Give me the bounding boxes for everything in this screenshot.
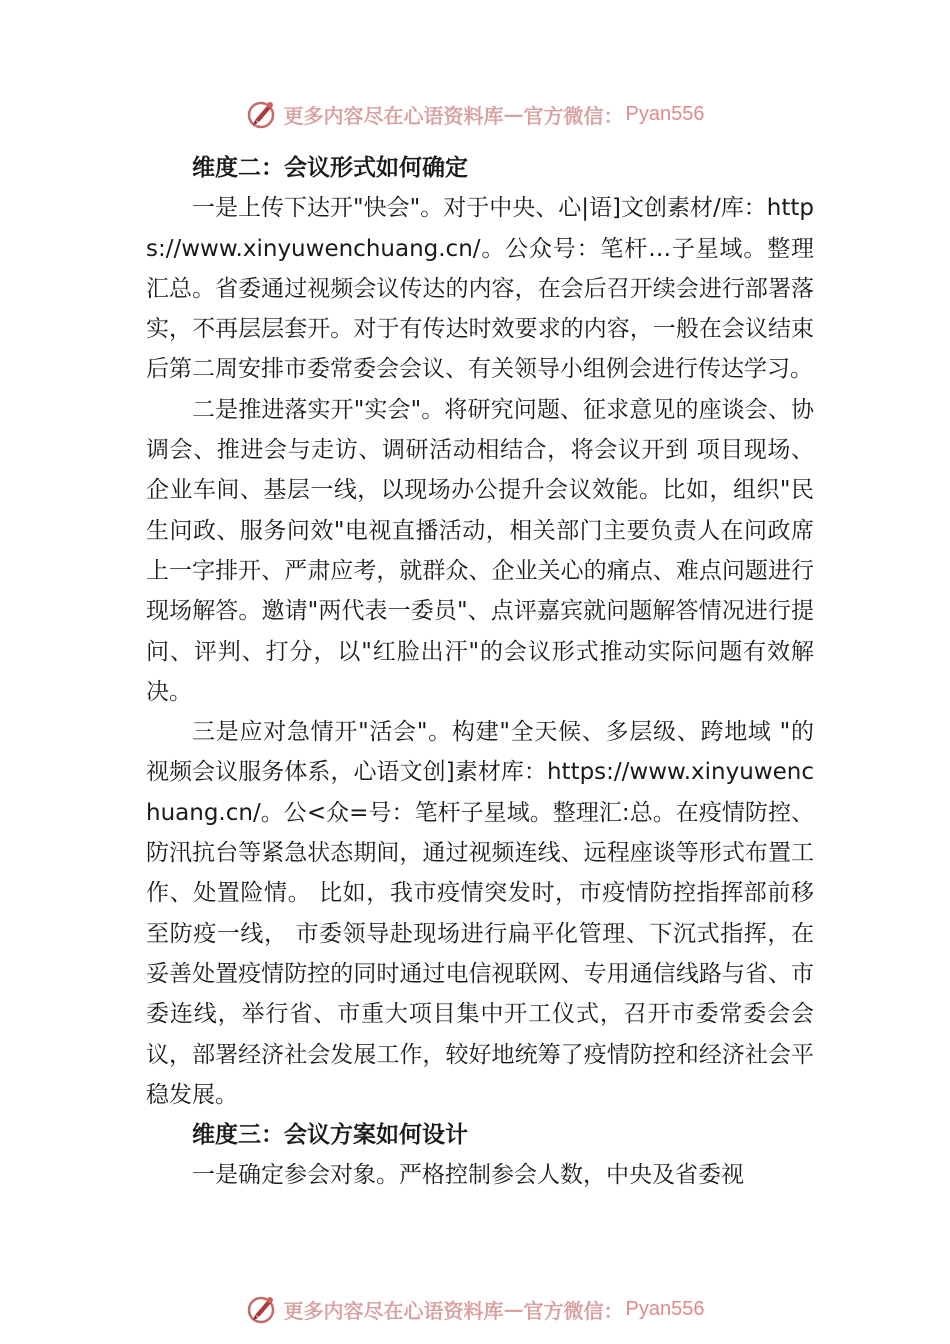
footer-account: Pyan556 xyxy=(625,1297,705,1320)
paragraph-participants: 一是确定参会对象。严格控制参会人数，中央及省委视 xyxy=(192,1162,744,1189)
pen-seal-icon xyxy=(246,1293,278,1325)
footer-banner xyxy=(0,1289,950,1329)
footer-separator: — xyxy=(503,1297,524,1321)
section-heading-3: 维度三：会议方案如何设计 xyxy=(192,1122,468,1149)
document-body xyxy=(146,148,814,1196)
footer-official-label: 官方微信： xyxy=(523,1298,624,1323)
footer-brand: 更多内容尽在心语资料库 xyxy=(283,1298,504,1323)
header-brand: 更多内容尽在心语资料库 xyxy=(283,103,504,128)
section-heading-2: 维度二：会议形式如何确定 xyxy=(192,155,468,181)
pen-seal-icon xyxy=(246,98,278,130)
header-separator: — xyxy=(503,102,524,126)
header-banner xyxy=(0,94,950,134)
paragraph-practical-meeting: 二是推进落实开"实会"。将研究问题、征求意见的座谈会、协调会、推进会与走访、调研活动相结合，将会议开到 项目现场、企业车间、基层一线，以现场办公提升会议效能。比如，组织"民生问政、服务问效"电视直播活动，相关部门主要负责人在问政席上一字排开、严肃应考，就群众、企业关心的痛点、难点问题进行现场解答。邀请"两代表一委员"、点评嘉宾就问题解答情况进行提问、评判、打分，以"红脸出汗"的会议形式推动实际问题有效解决。 xyxy=(146,396,814,705)
header-official-label: 官方微信： xyxy=(523,103,624,128)
paragraph-flexible-meeting: 三是应对急情开"活会"。构建"全天候、多层级、跨地域 "的视频会议服务体系，心语文创]素材库：https://www.xinyuwenchuang.cn/。公<众=号：笔杆子星域。整理汇:总。在疫情防控、防汛抗台等紧急状态期间，通过视频连线、远程座谈等形式布置工作、处置险情。 比如，我市疫情突发时，市疫情防控指挥部前移至防疫一线， 市委领导赴现场进行扁平化管理、下沉式指挥，在妥善处置疫情防控的同时通过电信视联网、专用通信线路与省、市委连线，举行省、市重大项目集中开工仪式，召开市委常委会会议，部署经济社会发展工作，较好地统筹了疫情防控和经济社会平稳发展。 xyxy=(146,719,814,1108)
paragraph-quick-meeting: 一是上传下达开"快会"。对于中央、心|语]文创素材/库：https://www.xinyuwenchuang.cn/。公众号：笔杆…子星域。整理汇总。省委通过视频会议传达的内容，在会后召开续会进行部署落实，不再层层套开。对于有传达时效要求的内容，一般在会议结束后第二周安排市委常委会会议、有关领导小组例会进行传达学习。 xyxy=(146,195,814,383)
header-account: Pyan556 xyxy=(625,102,705,125)
